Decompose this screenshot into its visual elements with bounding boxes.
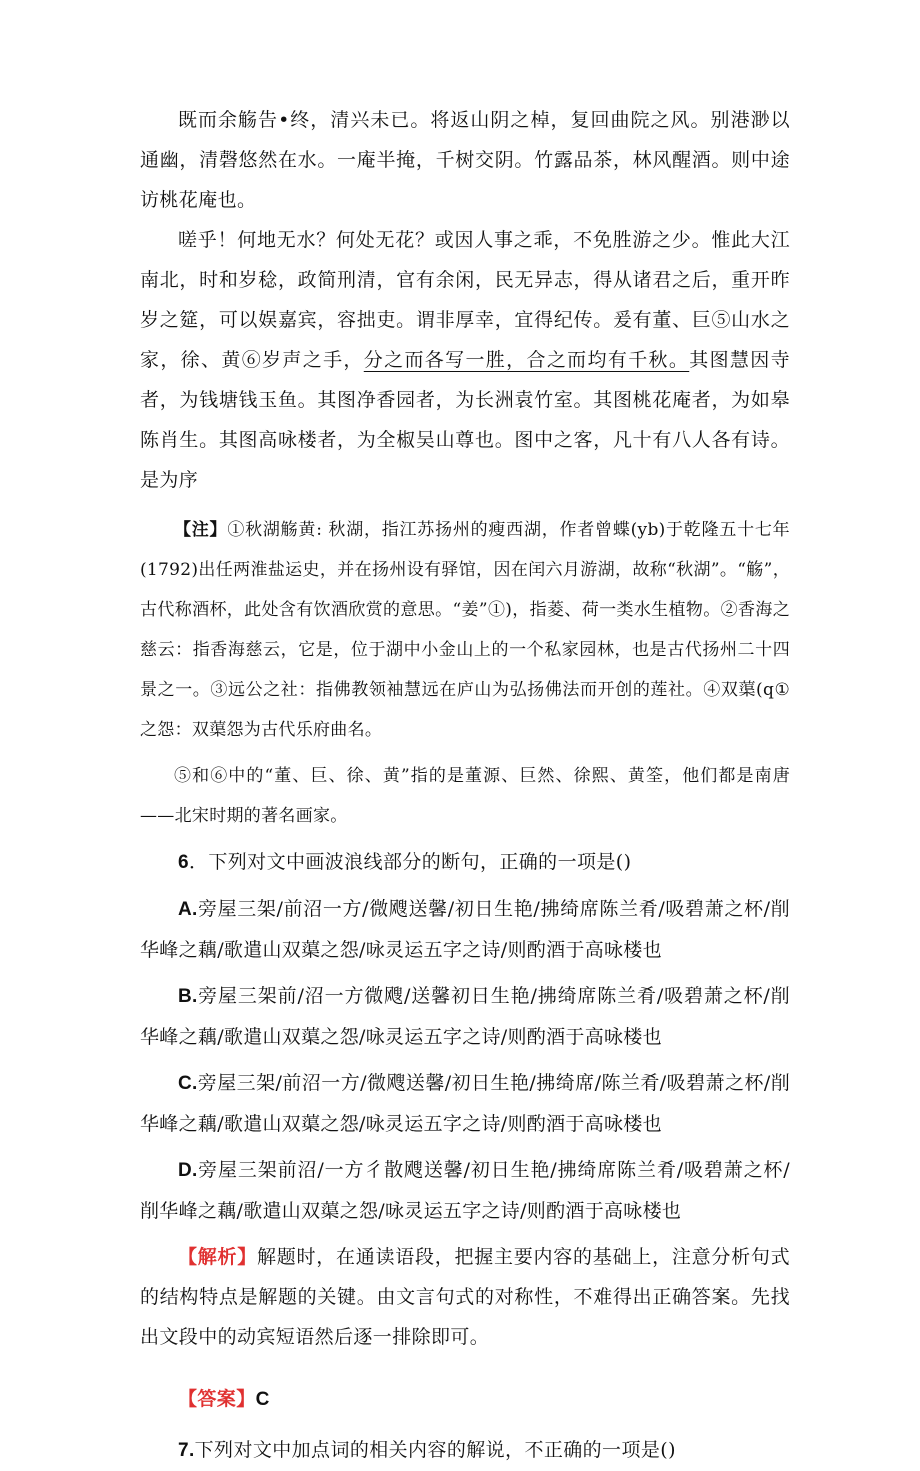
option-a [140,889,790,970]
passage-paragraph-2-end: 其图慧因寺者，为钱塘钱玉鱼。其图净香园者，为长洲袁竹室。其图桃花庵者，为如皋陈肖生。其图高咏楼者，为全椒吴山尊也。图中之客，凡十有八人各有诗。是为序 [140,349,790,491]
question-6-number: 6 [178,852,189,873]
option-b [140,976,790,1057]
notes-label: 【注】 [174,520,228,540]
option-b-text: 旁屋三架前/沼一方微飕/送馨初日生艳/拂绮席陈兰肴/吸碧萧之杯/削华峰之藕/歌遣山双蕖之怨/咏灵运五字之诗/则酌酒于高咏楼也 [140,985,790,1048]
option-c-letter: C. [178,1073,198,1094]
passage-paragraph-2-start: 嗟乎！何地无水？何处无花？或因人事之乖，不免胜游之少。惟此大江南北，时和岁稔，政简刑清，官有余闲，民无异志，得从诸君之后，重开昨岁之筵，可以娱嘉宾，容拙吏。谓非厚幸，宜得纪传。爰有董、巨⑤山水之家，徐、黄⑥岁声之手， [140,229,790,371]
notes-body: ①秋湖觞黄: 秋湖，指江苏扬州的瘦西湖，作者曾蝶(yb)于乾隆五十七年(1792)出任两淮盐运史，并在扬州设有驿馆，因在闰六月游湖，故称“秋湖”。“觞”，古代称酒杯，此处含有饮酒欣赏的意思。“姜”①)，指菱、荷一类水生植物。②香海之慈云：指香海慈云，它是，位于湖中小金山上的一个私家园林，也是古代扬州二十四景之一。③远公之社：指佛教领袖慧远在庐山为弘扬佛法而开创的莲社。④双蕖(q①之怨：双蕖怨为古代乐府曲名。 [140,520,790,740]
passage-underlined-sentence: 分之而各写一胜，合之而均有千秋。 [363,349,690,371]
passage-paragraph-2 [140,220,790,500]
question-6-stem [140,842,790,883]
notes-extra: ⑤和⑥中的“董、巨、徐、黄”指的是董源、巨然、徐熙、黄筌，他们都是南唐——北宋时期的著名画家。 [140,766,790,826]
option-d [140,1150,790,1231]
document-page [140,100,790,1471]
option-a-text: 旁屋三架/前沼一方/微飕送馨/初日生艳/拂绮席陈兰肴/吸碧萧之杯/削华峰之藕/歌遣山双蕖之怨/咏灵运五字之诗/则酌酒于高咏楼也 [140,898,790,961]
answer-value: C [255,1389,270,1410]
option-d-text: 旁屋三架前沼/一方彳散飕送馨/初日生艳/拂绮席陈兰肴/吸碧萧之杯/削华峰之藕/歌遣山双蕖之怨/咏灵运五字之诗/则酌酒于高咏楼也 [140,1159,790,1222]
option-a-letter: A. [178,899,198,920]
analysis-paragraph [140,1237,790,1357]
analysis-label: 【解析】 [178,1246,258,1268]
option-b-letter: B. [178,986,198,1007]
notes-paragraph [140,510,790,750]
passage-paragraph-1: 既而余觞告•终，清兴未已。将返山阴之棹，复回曲院之风。别港渺以通幽，清磬悠然在水。一庵半掩，千树交阴。竹露品茶，林风醒酒。则中途访桃花庵也。 [140,109,790,211]
question-7-stem [140,1430,790,1471]
option-d-letter: D. [178,1160,198,1181]
question-7-number: 7. [178,1440,195,1461]
answer-label: 【答案】 [178,1388,256,1410]
answer-line [140,1379,790,1420]
option-c [140,1063,790,1144]
question-6-text: ．下列对文中画波浪线部分的断句，正确的一项是() [188,851,632,873]
option-c-text: 旁屋三架/前沼一方/微飕送馨/初日生艳/拂绮席/陈兰肴/吸碧萧之杯/削华峰之藕/歌遣山双蕖之怨/咏灵运五字之诗/则酌酒于高咏楼也 [140,1072,790,1135]
question-7-text: 下列对文中加点词的相关内容的解说，不正确的一项是() [194,1439,676,1461]
analysis-text: 解题时，在通读语段，把握主要内容的基础上，注意分析句式的结构特点是解题的关键。由文言句式的对称性，不难得出正确答案。先找出文段中的动宾短语然后逐一排除即可。 [140,1246,790,1348]
